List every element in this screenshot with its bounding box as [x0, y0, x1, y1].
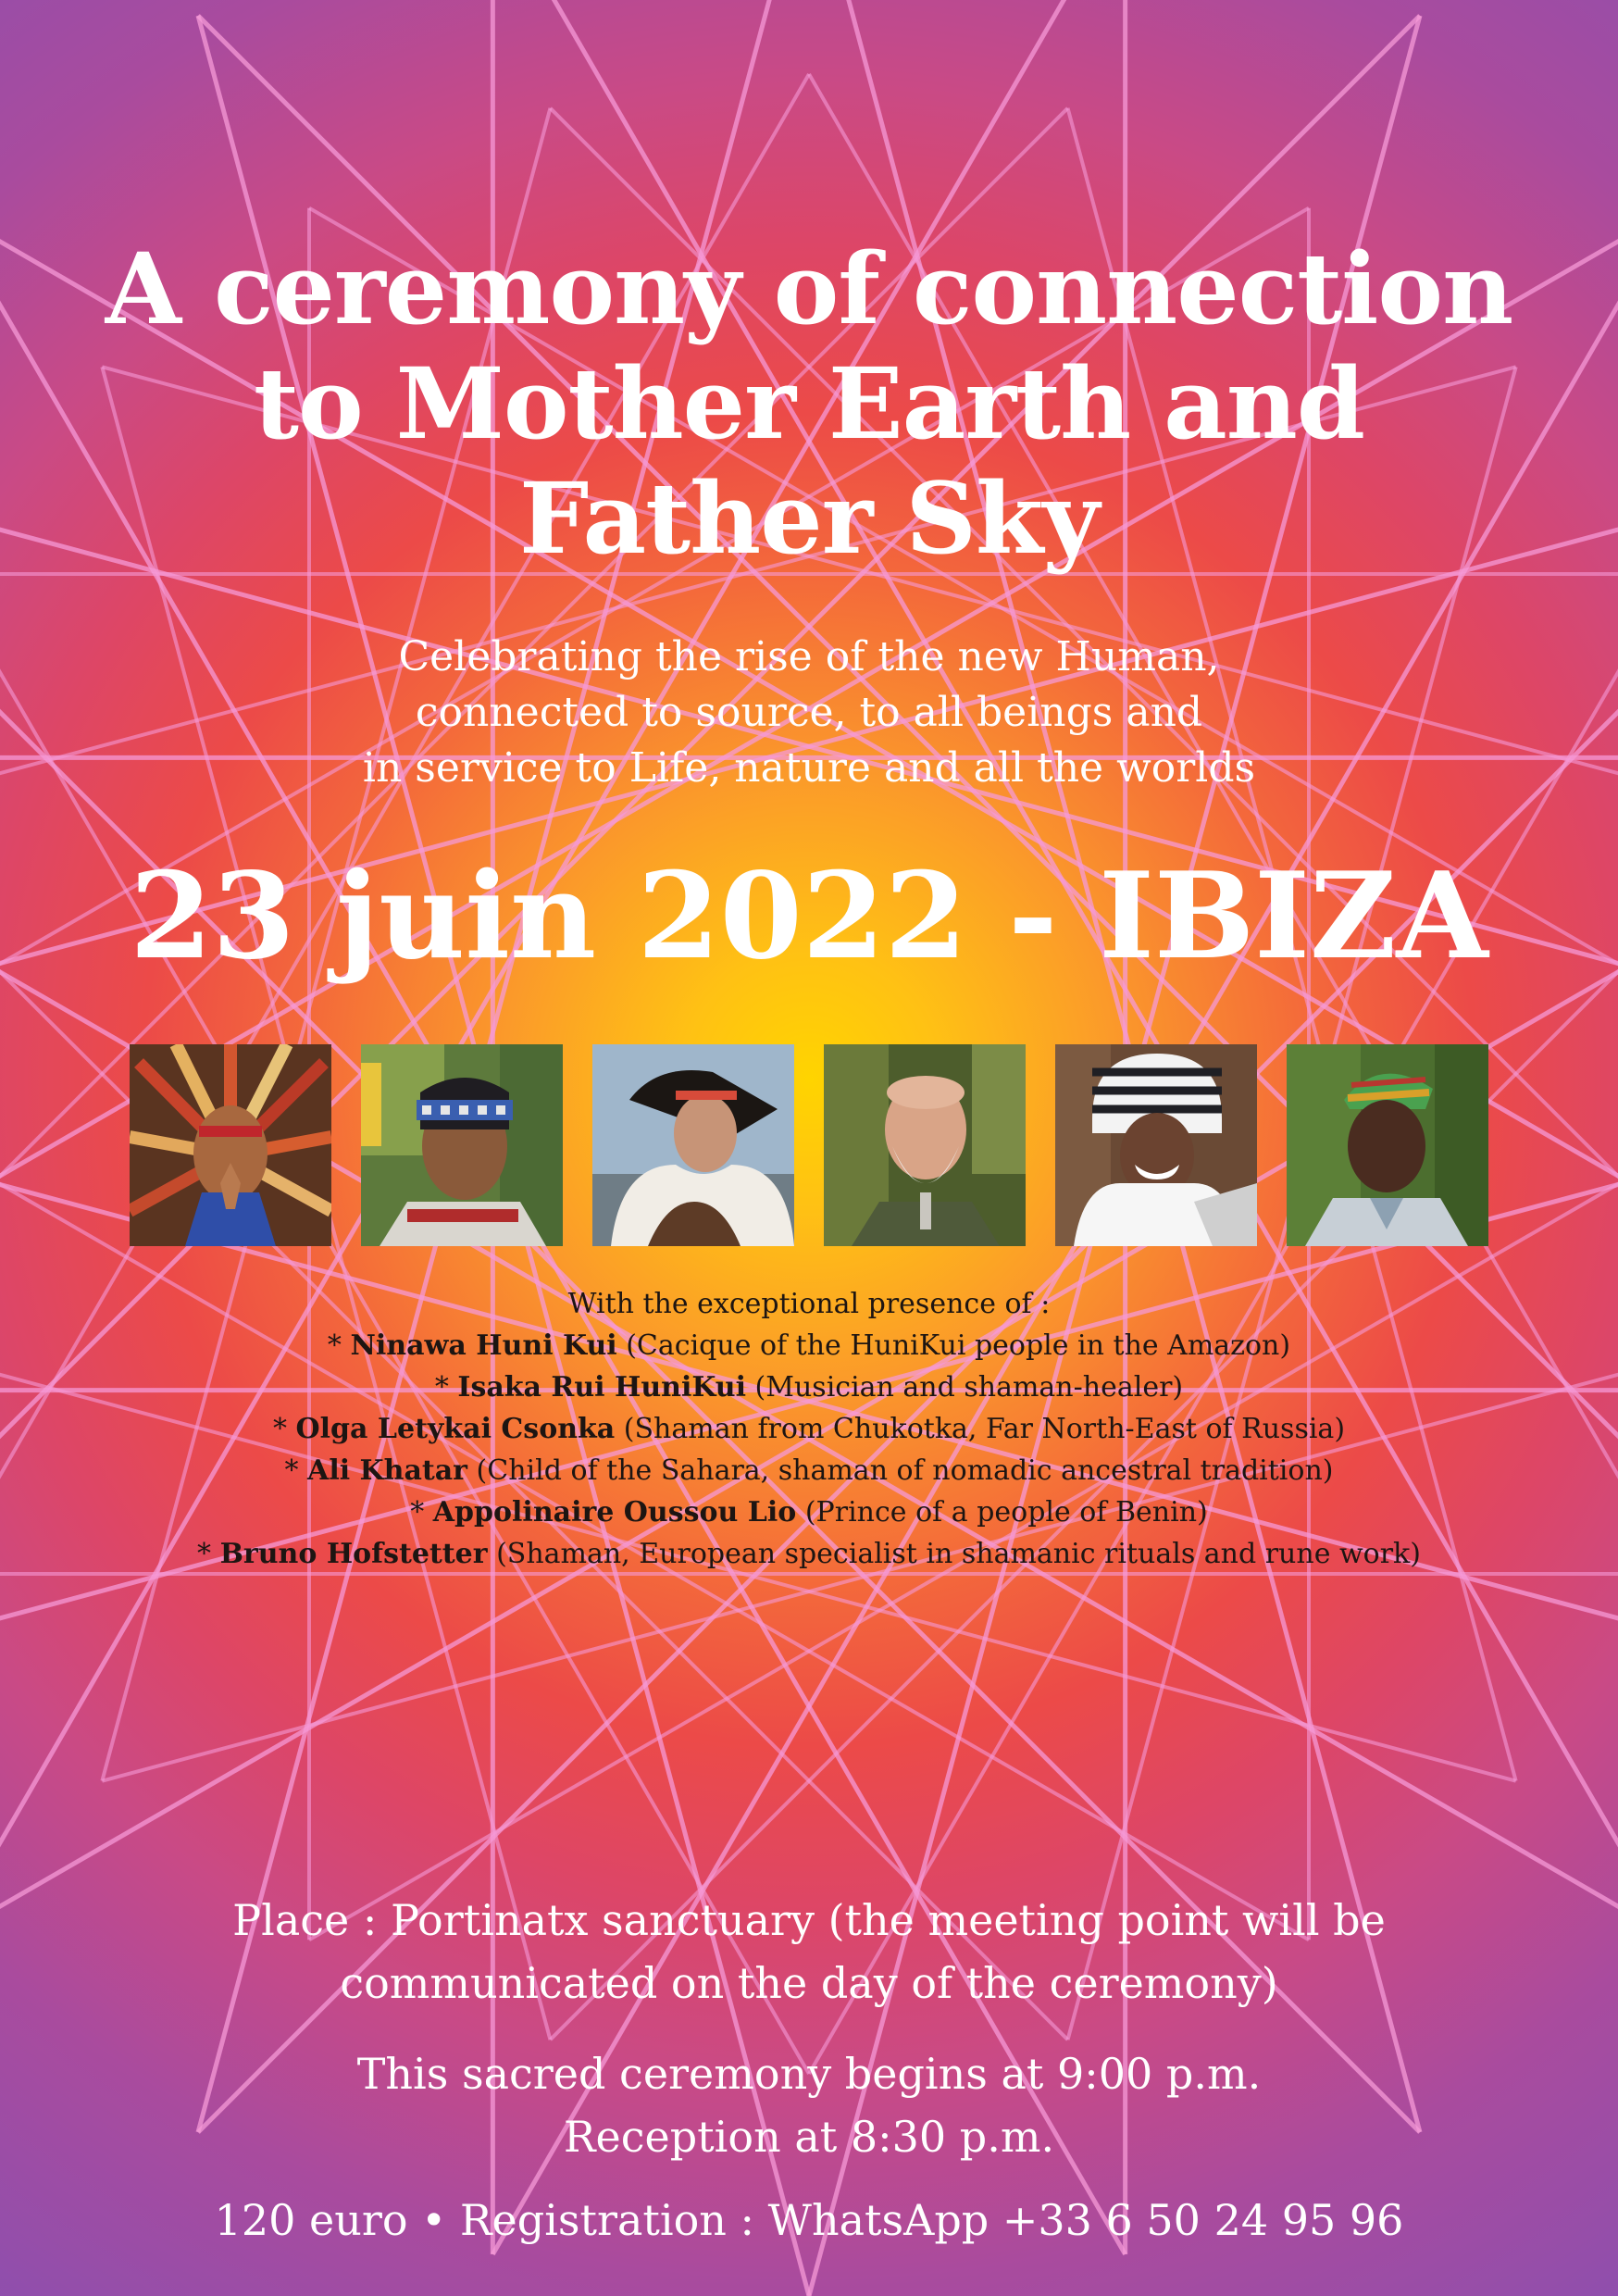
- title-line: A ceremony of connection: [105, 231, 1513, 346]
- place-line: Place : Portinatx sanctuary (the meeting point will be: [232, 1895, 1386, 1945]
- registration-info: 120 euro • Registration : WhatsApp +33 6 50 24 95 96: [214, 2195, 1404, 2245]
- event-date: 23 juin 2022 - IBIZA: [130, 847, 1488, 986]
- title-line: to Mother Earth and: [254, 345, 1364, 461]
- white-turban-portrait: [1055, 1044, 1257, 1246]
- time-info: [93, 2042, 1525, 2168]
- fur-collar-portrait: [592, 1044, 794, 1246]
- guest-name: Ali Khatar: [307, 1454, 467, 1487]
- subtitle-line: Celebrating the rise of the new Human,: [398, 633, 1220, 680]
- guest-description: (Shaman, European specialist in shamanic rituals and rune work): [487, 1538, 1421, 1570]
- guest-list: [93, 1283, 1525, 1575]
- feather-headdress-portrait: [130, 1044, 331, 1246]
- guest-item: * Appolinaire Oussou Lio (Prince of a people of Benin): [410, 1496, 1208, 1529]
- bearded-man-portrait: [824, 1044, 1026, 1246]
- guest-photo-row: [130, 1044, 1488, 1246]
- headband-portrait: [361, 1044, 563, 1246]
- guest-list-intro: With the exceptional presence of :: [567, 1288, 1051, 1320]
- ceremony-title: [93, 231, 1525, 576]
- kufi-cap-portrait: [1287, 1044, 1488, 1246]
- guest-item: * Isaka Rui HuniKui (Musician and shaman-healer): [434, 1371, 1184, 1404]
- guest-name: Olga Letykai Csonka: [295, 1413, 616, 1445]
- guest-description: (Musician and shaman-healer): [746, 1371, 1184, 1404]
- guest-item: * Ali Khatar (Child of the Sahara, shaman of nomadic ancestral tradition): [284, 1454, 1334, 1487]
- guest-name: Appolinaire Oussou Lio: [432, 1496, 797, 1529]
- ceremony-subtitle: [130, 630, 1488, 796]
- subtitle-line: in service to Life, nature and all the worlds: [362, 744, 1256, 792]
- guest-name: Bruno Hofstetter: [219, 1538, 488, 1570]
- title-line: Father Sky: [519, 460, 1099, 576]
- guest-item: * Bruno Hofstetter (Shaman, European specialist in shamanic rituals and rune work): [197, 1538, 1421, 1570]
- guest-item: * Olga Letykai Csonka (Shaman from Chukotka, Far North-East of Russia): [272, 1413, 1346, 1445]
- place-info: [93, 1889, 1525, 2015]
- guest-name: Ninawa Huni Kui: [350, 1329, 617, 1362]
- guest-description: (Shaman from Chukotka, Far North-East of Russia): [615, 1413, 1346, 1445]
- place-line: communicated on the day of the ceremony): [340, 1958, 1278, 2008]
- guest-item: * Ninawa Huni Kui (Cacique of the HuniKui people in the Amazon): [327, 1329, 1291, 1362]
- guest-name: Isaka Rui HuniKui: [457, 1371, 747, 1404]
- guest-description: (Prince of a people of Benin): [796, 1496, 1208, 1529]
- time-line: Reception at 8:30 p.m.: [563, 2112, 1055, 2162]
- subtitle-line: connected to source, to all beings and: [415, 689, 1203, 736]
- guest-description: (Child of the Sahara, shaman of nomadic ancestral tradition): [467, 1454, 1334, 1487]
- guest-description: (Cacique of the HuniKui people in the Amazon): [616, 1329, 1291, 1362]
- time-line: This sacred ceremony begins at 9:00 p.m.: [356, 2049, 1262, 2099]
